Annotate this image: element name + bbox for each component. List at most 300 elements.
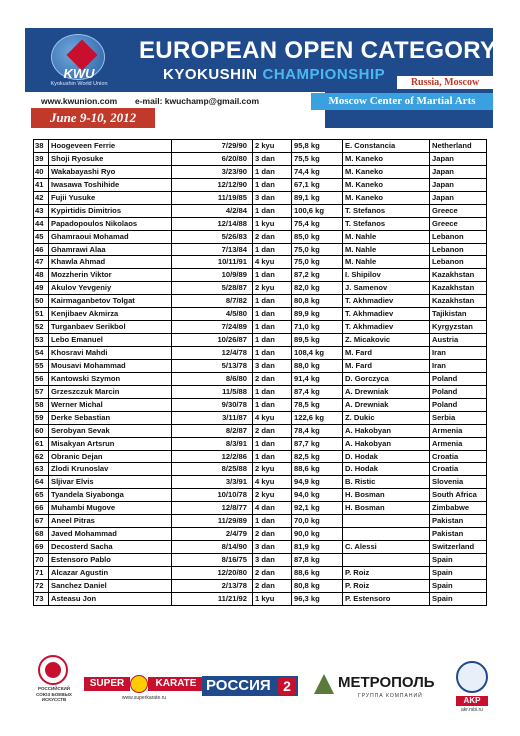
super-karate-url: www.superkarate.ru — [121, 695, 167, 701]
cell-num: 55 — [34, 360, 49, 372]
cell-weight: 108,4 kg — [292, 347, 343, 359]
cell-weight: 82,0 kg — [292, 282, 343, 294]
cell-rank: 4 kyu — [253, 256, 292, 268]
cell-country: Greece — [430, 205, 487, 217]
cell-dob: 8/16/75 — [172, 554, 253, 566]
super-karate-label-b: KARATE — [148, 677, 204, 691]
table-row — [34, 541, 487, 554]
cell-num: 69 — [34, 541, 49, 553]
location-badge — [397, 76, 493, 89]
cell-rank: 1 dan — [253, 334, 292, 346]
cell-dob: 12/8/77 — [172, 502, 253, 514]
cell-weight: 82,5 kg — [292, 451, 343, 463]
cell-country: Spain — [430, 567, 487, 579]
cell-dob: 10/10/78 — [172, 489, 253, 501]
cell-weight: 75,5 kg — [292, 153, 343, 165]
kwu-logo — [35, 32, 123, 90]
table-row — [34, 463, 487, 476]
cell-rank: 1 dan — [253, 347, 292, 359]
cell-name: Mousavi Mohammad — [49, 360, 172, 372]
cell-weight: 87,8 kg — [292, 554, 343, 566]
cell-coach: M. Kaneko — [343, 192, 430, 204]
table-row — [34, 451, 487, 464]
cell-rank: 1 dan — [253, 399, 292, 411]
cell-coach: D. Gorczyca — [343, 373, 430, 385]
cell-rank: 1 dan — [253, 295, 292, 307]
cell-country: Croatia — [430, 451, 487, 463]
cell-dob: 3/11/87 — [172, 412, 253, 424]
table-row — [34, 153, 487, 166]
cell-coach: T. Akhmadiev — [343, 321, 430, 333]
table-row — [34, 554, 487, 567]
cell-num: 66 — [34, 502, 49, 514]
rossia-logo — [202, 676, 298, 696]
cell-rank: 1 kyu — [253, 593, 292, 605]
cell-country: Croatia — [430, 463, 487, 475]
cell-name: Kypirtidis Dimitrios — [49, 205, 172, 217]
cell-coach: P. Roiz — [343, 580, 430, 592]
page-subtitle — [163, 66, 385, 84]
cell-num: 51 — [34, 308, 49, 320]
cell-rank: 1 dan — [253, 451, 292, 463]
cell-name: Decosterd Sacha — [49, 541, 172, 553]
table-row — [34, 205, 487, 218]
cell-dob: 12/20/80 — [172, 567, 253, 579]
akr-url: akr.rsbi.ru — [461, 707, 483, 713]
cell-weight: 88,6 kg — [292, 567, 343, 579]
cell-country: South Africa — [430, 489, 487, 501]
cell-rank: 1 dan — [253, 386, 292, 398]
cell-dob: 7/13/84 — [172, 244, 253, 256]
cell-country: Japan — [430, 166, 487, 178]
cell-name: Ghamraoui Mohamad — [49, 231, 172, 243]
cell-name: Asteasu Jon — [49, 593, 172, 605]
cell-dob: 12/12/90 — [172, 179, 253, 191]
cell-country: Serbia — [430, 412, 487, 424]
cell-rank: 1 dan — [253, 244, 292, 256]
cell-country: Poland — [430, 386, 487, 398]
table-row — [34, 140, 487, 153]
cell-name: Grzeszczuk Marcin — [49, 386, 172, 398]
cell-dob: 2/4/79 — [172, 528, 253, 540]
organizer-badge — [311, 93, 493, 110]
cell-rank: 1 dan — [253, 515, 292, 527]
cell-name: Derke Sebastian — [49, 412, 172, 424]
table-row — [34, 360, 487, 373]
cell-rank: 2 dan — [253, 580, 292, 592]
cell-num: 58 — [34, 399, 49, 411]
table-row — [34, 438, 487, 451]
table-row — [34, 489, 487, 502]
cell-dob: 5/13/78 — [172, 360, 253, 372]
cell-country: Kazakhstan — [430, 295, 487, 307]
cell-rank: 1 dan — [253, 308, 292, 320]
logo-text: KWU — [63, 66, 95, 81]
cell-rank: 3 dan — [253, 153, 292, 165]
cell-name: Muhambi Mugove — [49, 502, 172, 514]
table-row — [34, 231, 487, 244]
cell-rank: 2 kyu — [253, 463, 292, 475]
cell-num: 43 — [34, 205, 49, 217]
cell-num: 45 — [34, 231, 49, 243]
cell-weight: 95,8 kg — [292, 140, 343, 152]
table-row — [34, 334, 487, 347]
cell-country: Netherland — [430, 140, 487, 152]
cell-name: Shoji Ryosuke — [49, 153, 172, 165]
cell-country: Iran — [430, 347, 487, 359]
cell-country: Japan — [430, 192, 487, 204]
cell-name: Khosravi Mahdi — [49, 347, 172, 359]
cell-name: Turganbaev Serikbol — [49, 321, 172, 333]
cell-coach: Z. Dukic — [343, 412, 430, 424]
table-row — [34, 502, 487, 515]
cell-country: Zimbabwe — [430, 502, 487, 514]
cell-coach: M. Nahle — [343, 231, 430, 243]
page-title: EUROPEAN OPEN CATEGORY — [139, 37, 497, 64]
cell-coach: T. Akhmadiev — [343, 308, 430, 320]
rf-emblem-center-icon — [45, 662, 61, 678]
cell-weight: 75,4 kg — [292, 218, 343, 230]
cell-num: 49 — [34, 282, 49, 294]
cell-rank: 1 dan — [253, 269, 292, 281]
table-row — [34, 425, 487, 438]
cell-country: Slovenia — [430, 476, 487, 488]
website-link[interactable]: www.kwunion.com — [41, 96, 118, 106]
cell-num: 48 — [34, 269, 49, 281]
table-row — [34, 282, 487, 295]
cell-name: Kenjibaev Akmirza — [49, 308, 172, 320]
cell-num: 70 — [34, 554, 49, 566]
cell-dob: 12/2/86 — [172, 451, 253, 463]
cell-country: Kazakhstan — [430, 282, 487, 294]
table-row — [34, 218, 487, 231]
table-row — [34, 412, 487, 425]
cell-country: Lebanon — [430, 244, 487, 256]
cell-country: Greece — [430, 218, 487, 230]
cell-num: 52 — [34, 321, 49, 333]
cell-dob: 12/14/88 — [172, 218, 253, 230]
participants-table — [33, 139, 487, 606]
cell-weight: 87,4 kg — [292, 386, 343, 398]
table-row — [34, 192, 487, 205]
cell-dob: 6/20/80 — [172, 153, 253, 165]
cell-country: Armenia — [430, 438, 487, 450]
cell-weight: 75,0 kg — [292, 256, 343, 268]
metropol-subtext: ГРУППА КОМПАНИЙ — [358, 693, 423, 699]
cell-rank: 1 dan — [253, 179, 292, 191]
cell-dob: 11/19/85 — [172, 192, 253, 204]
cell-num: 63 — [34, 463, 49, 475]
cell-country: Poland — [430, 399, 487, 411]
table-row — [34, 347, 487, 360]
akr-text: AKP — [456, 696, 488, 706]
metropol-logo — [310, 674, 444, 704]
cell-num: 62 — [34, 451, 49, 463]
cell-name: Aneel Pitras — [49, 515, 172, 527]
cell-coach: C. Alessi — [343, 541, 430, 553]
cell-coach: M. Kaneko — [343, 166, 430, 178]
cell-dob: 10/9/89 — [172, 269, 253, 281]
cell-coach: Z. Micakovic — [343, 334, 430, 346]
cell-rank: 1 dan — [253, 438, 292, 450]
cell-weight: 78,5 kg — [292, 399, 343, 411]
cell-dob: 4/5/80 — [172, 308, 253, 320]
cell-dob: 2/13/78 — [172, 580, 253, 592]
cell-country: Lebanon — [430, 256, 487, 268]
cell-coach: E. Constancia — [343, 140, 430, 152]
cell-coach: J. Samenov — [343, 282, 430, 294]
cell-name: Hoogeveen Ferrie — [49, 140, 172, 152]
cell-num: 60 — [34, 425, 49, 437]
cell-name: Alcazar Agustin — [49, 567, 172, 579]
cell-country: Kazakhstan — [430, 269, 487, 281]
cell-weight: 94,9 kg — [292, 476, 343, 488]
fighter-icon — [130, 675, 148, 693]
cell-num: 42 — [34, 192, 49, 204]
cell-name: Sanchez Daniel — [49, 580, 172, 592]
cell-name: Tyandela Siyabonga — [49, 489, 172, 501]
table-row — [34, 515, 487, 528]
cell-country: Poland — [430, 373, 487, 385]
cell-country: Lebanon — [430, 231, 487, 243]
table-row — [34, 166, 487, 179]
cell-num: 59 — [34, 412, 49, 424]
cell-coach: A. Drewniak — [343, 399, 430, 411]
cell-coach: A. Hakobyan — [343, 425, 430, 437]
cell-dob: 11/21/92 — [172, 593, 253, 605]
rf-union-text: РОССИЙСКИЙ СОЮЗ БОЕВЫХ ИСКУССТВ — [36, 686, 72, 702]
cell-coach: D. Hodak — [343, 463, 430, 475]
cell-num: 54 — [34, 347, 49, 359]
cell-dob: 8/3/91 — [172, 438, 253, 450]
cell-name: Serobyan Sevak — [49, 425, 172, 437]
cell-num: 61 — [34, 438, 49, 450]
cell-coach — [343, 554, 430, 566]
table-row — [34, 399, 487, 412]
cell-name: Kairmaganbetov Tolgat — [49, 295, 172, 307]
cell-coach: H. Bosman — [343, 502, 430, 514]
cell-coach — [343, 515, 430, 527]
cell-weight: 78,4 kg — [292, 425, 343, 437]
cell-num: 40 — [34, 166, 49, 178]
cell-dob: 9/30/78 — [172, 399, 253, 411]
cell-weight: 91,4 kg — [292, 373, 343, 385]
location-text: Russia, Moscow — [410, 77, 480, 88]
cell-coach: T. Stefanos — [343, 218, 430, 230]
table-row — [34, 528, 487, 541]
cell-country: Japan — [430, 179, 487, 191]
cell-dob: 8/14/90 — [172, 541, 253, 553]
cell-rank: 3 dan — [253, 192, 292, 204]
table-row — [34, 593, 487, 606]
date-badge — [31, 108, 155, 128]
cell-num: 72 — [34, 580, 49, 592]
cell-coach: D. Hodak — [343, 451, 430, 463]
sponsors-footer — [28, 649, 494, 717]
cell-name: Sljivar Elvis — [49, 476, 172, 488]
table-row — [34, 256, 487, 269]
metropol-text: МЕТРОПОЛЬ — [338, 674, 435, 691]
cell-coach: I. Shipilov — [343, 269, 430, 281]
cell-name: Obranic Dejan — [49, 451, 172, 463]
cell-weight: 96,3 kg — [292, 593, 343, 605]
cell-num: 71 — [34, 567, 49, 579]
subtitle-kyokushin: KYOKUSHIN — [163, 66, 258, 83]
cell-num: 38 — [34, 140, 49, 152]
cell-weight: 100,6 kg — [292, 205, 343, 217]
cell-country: Spain — [430, 593, 487, 605]
cell-rank: 3 dan — [253, 360, 292, 372]
table-row — [34, 476, 487, 489]
metropol-tree-icon — [314, 674, 334, 694]
cell-rank: 1 dan — [253, 166, 292, 178]
cell-name: Mozzherin Viktor — [49, 269, 172, 281]
cell-coach: M. Fard — [343, 347, 430, 359]
cell-rank: 2 dan — [253, 373, 292, 385]
super-karate-logo — [84, 675, 204, 693]
cell-name: Werner Michal — [49, 399, 172, 411]
cell-weight: 87,7 kg — [292, 438, 343, 450]
subtitle-championship: CHAMPIONSHIP — [262, 66, 386, 83]
cell-rank: 1 dan — [253, 321, 292, 333]
cell-dob: 5/26/83 — [172, 231, 253, 243]
super-karate-label-a: SUPER — [84, 677, 130, 691]
cell-num: 46 — [34, 244, 49, 256]
cell-weight: 71,0 kg — [292, 321, 343, 333]
cell-dob: 5/28/87 — [172, 282, 253, 294]
cell-num: 41 — [34, 179, 49, 191]
cell-coach: A. Drewniak — [343, 386, 430, 398]
cell-num: 64 — [34, 476, 49, 488]
cell-country: Kyrgyzstan — [430, 321, 487, 333]
cell-country: Pakistan — [430, 515, 487, 527]
akr-emblem-icon — [456, 661, 488, 693]
cell-weight: 67,1 kg — [292, 179, 343, 191]
cell-weight: 85,0 kg — [292, 231, 343, 243]
table-row — [34, 244, 487, 257]
cell-num: 56 — [34, 373, 49, 385]
cell-coach: P. Estensoro — [343, 593, 430, 605]
cell-rank: 1 kyu — [253, 218, 292, 230]
email-text[interactable]: e-mail: kwuchamp@gmail.com — [135, 96, 260, 106]
cell-num: 67 — [34, 515, 49, 527]
table-row — [34, 269, 487, 282]
cell-rank: 3 dan — [253, 554, 292, 566]
cell-name: Fujii Yusuke — [49, 192, 172, 204]
cell-weight: 81,9 kg — [292, 541, 343, 553]
cell-country: Tajikistan — [430, 308, 487, 320]
cell-rank: 4 kyu — [253, 412, 292, 424]
cell-weight: 80,8 kg — [292, 580, 343, 592]
cell-weight: 80,8 kg — [292, 295, 343, 307]
cell-coach: T. Akhmadiev — [343, 295, 430, 307]
cell-weight: 70,0 kg — [292, 515, 343, 527]
cell-weight: 92,1 kg — [292, 502, 343, 514]
cell-rank: 2 kyu — [253, 140, 292, 152]
cell-weight: 88,6 kg — [292, 463, 343, 475]
cell-rank: 1 dan — [253, 205, 292, 217]
cell-coach: M. Nahle — [343, 256, 430, 268]
cell-weight: 88,0 kg — [292, 360, 343, 372]
akr-logo — [454, 661, 490, 715]
header-banner — [25, 28, 497, 128]
organizer-text: Moscow Center of Martial Arts — [328, 95, 476, 107]
cell-country: Switzerland — [430, 541, 487, 553]
cell-num: 39 — [34, 153, 49, 165]
rf-union-logo — [34, 655, 74, 711]
cell-name: Misakyan Artsrun — [49, 438, 172, 450]
cell-rank: 3 dan — [253, 541, 292, 553]
rossia-number: 2 — [278, 677, 296, 695]
cell-dob: 3/23/90 — [172, 166, 253, 178]
cell-coach: A. Hakobyan — [343, 438, 430, 450]
cell-num: 73 — [34, 593, 49, 605]
cell-dob: 3/3/91 — [172, 476, 253, 488]
event-dates: June 9-10, 2012 — [49, 110, 137, 125]
table-row — [34, 567, 487, 580]
cell-num: 50 — [34, 295, 49, 307]
cell-weight: 75,0 kg — [292, 244, 343, 256]
cell-rank: 4 dan — [253, 502, 292, 514]
cell-name: Javed Mohammad — [49, 528, 172, 540]
cell-coach: M. Kaneko — [343, 153, 430, 165]
cell-weight: 89,5 kg — [292, 334, 343, 346]
cell-coach: M. Fard — [343, 360, 430, 372]
cell-weight: 94,0 kg — [292, 489, 343, 501]
cell-weight: 122,6 kg — [292, 412, 343, 424]
cell-coach: T. Stefanos — [343, 205, 430, 217]
table-row — [34, 308, 487, 321]
cell-coach: M. Nahle — [343, 244, 430, 256]
cell-weight: 89,9 kg — [292, 308, 343, 320]
cell-name: Wakabayashi Ryo — [49, 166, 172, 178]
cell-rank: 2 dan — [253, 425, 292, 437]
cell-country: Spain — [430, 580, 487, 592]
cell-rank: 2 dan — [253, 528, 292, 540]
cell-num: 53 — [34, 334, 49, 346]
cell-rank: 2 dan — [253, 231, 292, 243]
cell-dob: 11/29/89 — [172, 515, 253, 527]
cell-rank: 4 kyu — [253, 476, 292, 488]
cell-name: Kantowski Szymon — [49, 373, 172, 385]
cell-name: Papadopoulos Nikolaos — [49, 218, 172, 230]
cell-country: Iran — [430, 360, 487, 372]
cell-rank: 2 dan — [253, 567, 292, 579]
cell-name: Akulov Yevgeniy — [49, 282, 172, 294]
cell-dob: 12/4/78 — [172, 347, 253, 359]
cell-country: Pakistan — [430, 528, 487, 540]
cell-num: 57 — [34, 386, 49, 398]
cell-rank: 2 kyu — [253, 489, 292, 501]
table-row — [34, 295, 487, 308]
cell-name: Khawla Ahmad — [49, 256, 172, 268]
cell-dob: 7/29/90 — [172, 140, 253, 152]
logo-subtext: Kyokushin World Union — [50, 81, 108, 87]
cell-dob: 8/25/88 — [172, 463, 253, 475]
cell-coach: P. Roiz — [343, 567, 430, 579]
table-row — [34, 580, 487, 593]
cell-num: 44 — [34, 218, 49, 230]
cell-country: Armenia — [430, 425, 487, 437]
cell-country: Austria — [430, 334, 487, 346]
cell-name: Lebo Emanuel — [49, 334, 172, 346]
rossia-text: РОССИЯ — [206, 677, 271, 694]
cell-dob: 11/5/88 — [172, 386, 253, 398]
cell-num: 68 — [34, 528, 49, 540]
cell-country: Japan — [430, 153, 487, 165]
cell-num: 65 — [34, 489, 49, 501]
cell-num: 47 — [34, 256, 49, 268]
